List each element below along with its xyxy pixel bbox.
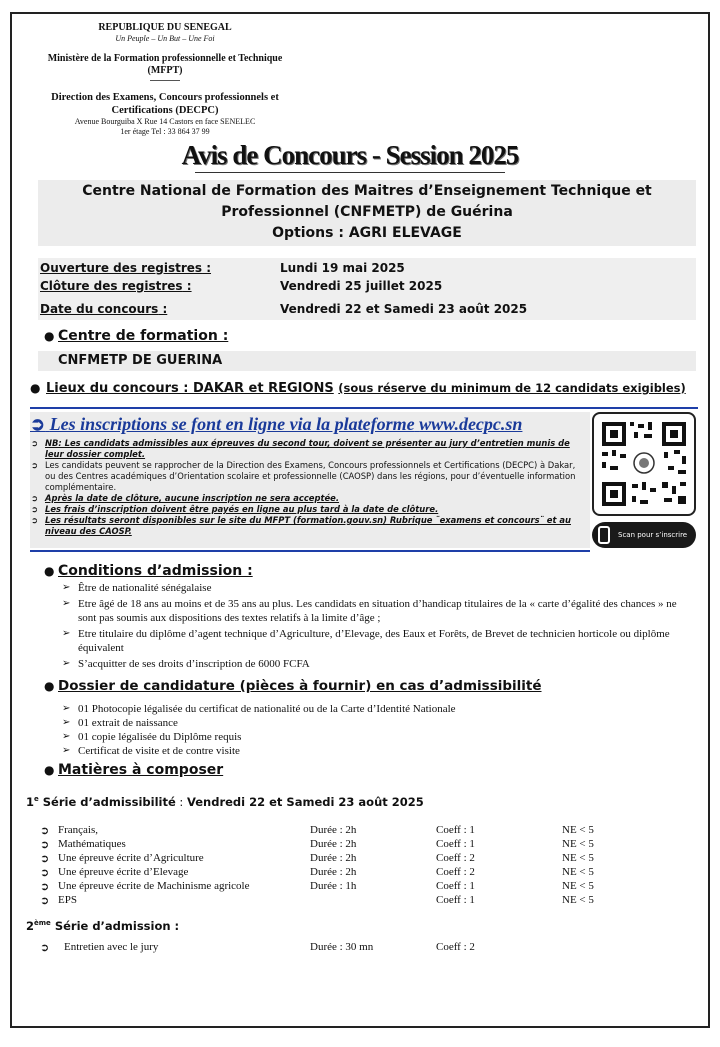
scan-label: Scan pour s’inscrire [618, 531, 688, 539]
arrow-icon: ➲ [40, 895, 50, 907]
arrow-icon: ➢ [62, 628, 71, 639]
venues-line: ● Lieux du concours : DAKAR et REGIONS (sous réserve du minimum de 12 candidats exigibles) [30, 381, 686, 396]
dossier-list [62, 702, 692, 758]
section-divider [30, 407, 698, 409]
conditions-list [62, 581, 692, 671]
training-center-heading: ● Centre de formation : [44, 328, 229, 344]
arrow-icon: ➲ [31, 493, 39, 503]
registration-notes [30, 438, 586, 537]
registration-link[interactable]: www.decpc.sn [419, 414, 523, 434]
arrow-icon: ➢ [62, 703, 71, 714]
note-item: ➲ NB: Les candidats admissibles aux épreuves du second tour, doivent se présenter au jury d’entretien munis de leur dossier complet. [31, 438, 570, 459]
arrow-icon: ➲ [40, 839, 50, 851]
directorate-name: Direction des Examens, Concours professionnels et Certifications (DECPC) [51, 92, 279, 116]
date-label: Clôture des registres : [40, 279, 192, 293]
date-value: Vendredi 22 et Samedi 23 août 2025 [280, 302, 528, 316]
table-row: ➲ Mathématiques Durée : 2h Coeff : 1 NE < 5 [40, 838, 594, 851]
list-item: ➢ 01 copie légalisée du Diplôme requis [62, 731, 242, 743]
arrow-icon: ➲ [40, 942, 50, 954]
arrow-icon: ➲ [40, 881, 50, 893]
address: Avenue Bourguiba X Rue 14 Castors en face SENELEC [74, 117, 256, 126]
serie-1-heading: 1e Série d’admissibilité : Vendredi 22 et Samedi 23 août 2025 [26, 795, 424, 809]
serie-2-heading: 2ème Série d’admission : [26, 919, 180, 933]
arrow-icon: ➢ [62, 717, 71, 728]
phone: 1er étage Tel : 33 864 37 99 [120, 127, 210, 136]
section-divider [30, 550, 590, 552]
conditions-heading: ● Conditions d’admission : [44, 563, 253, 579]
list-item: ➢ 01 extrait de naissance [62, 717, 178, 729]
arrow-icon: ➢ [62, 582, 71, 593]
ministry-name: Ministère de la Formation professionnelle et Technique (MFPT) [47, 53, 283, 76]
center-line-1: Centre National de Formation des Maitres d’Enseignement Technique et [82, 183, 652, 199]
date-value: Vendredi 25 juillet 2025 [280, 279, 443, 293]
title-underline [195, 172, 505, 173]
date-label: Ouverture des registres : [40, 261, 212, 275]
date-row [40, 261, 690, 279]
subjects-table [40, 824, 690, 914]
table-row: ➲ Français, Durée : 2h Coeff : 1 NE < 5 [40, 824, 594, 837]
list-item: ➢ Etre titulaire du diplôme d’agent technique d’Agriculture, d’Elevage, des Eaux et Forêts, de Brevet de technicien horticole ou diplôme équivalent [62, 628, 670, 654]
dossier-heading: ● Dossier de candidature (pièces à fournir) en cas d’admissibilité [44, 678, 542, 694]
arrow-icon: ➲ [31, 515, 39, 525]
bullet-icon: ● [44, 564, 55, 578]
list-item: ➢ Etre âgé de 18 ans au moins et de 35 ans au plus. Les candidats en situation d’handicap titulaires de la « carte d’égalité des chances » ne sont pas soumis aux dispositions des textes relatifs à la limite d’âge ; [62, 598, 677, 624]
arrow-icon: ➢ [62, 598, 71, 609]
arrow-icon: ➲ [31, 504, 39, 514]
center-box [38, 180, 696, 246]
date-row [40, 279, 690, 297]
official-header [40, 22, 290, 137]
note-item: ➲ Les candidats peuvent se rapprocher de la Direction des Examens, Concours professionnels et Certifications (DECPC) à Dakar, ou des Centres académiques d’Orientation scolaire et professionnelle (CAOSP) dans les régions, pour d’éventuelle information complémentaire. [31, 460, 576, 492]
arrow-icon: ➲ [40, 853, 50, 865]
arrow-icon: ➲ [31, 460, 39, 470]
date-value: Lundi 19 mai 2025 [280, 261, 405, 275]
arrow-icon: ➢ [62, 745, 71, 756]
arrow-icon: ➢ [62, 731, 71, 742]
center-line-2: Professionnel (CNFMETP) de Guérina [221, 204, 513, 220]
table-row: ➲ EPS Coeff : 1 NE < 5 [40, 894, 594, 907]
bullet-icon: ● [30, 381, 41, 395]
qr-code-icon [594, 414, 694, 514]
divider [150, 80, 180, 81]
qr-code-icon[interactable] [592, 412, 696, 516]
bullet-icon: ● [44, 329, 55, 343]
registration-heading: ➲ Les inscriptions se font en ligne via la plateforme www.decpc.sn [30, 414, 523, 434]
arrow-icon: ➲ [40, 867, 50, 879]
list-item: ➢ Certificat de visite et de contre visite [62, 745, 240, 757]
bullet-icon: ● [44, 763, 55, 777]
date-row [40, 302, 690, 320]
list-item: ➢ Être de nationalité sénégalaise [62, 582, 212, 594]
country-name: REPUBLIQUE DU SENEGAL [98, 22, 232, 33]
table-row: ➲ Une épreuve écrite d’Elevage Durée : 2h Coeff : 2 NE < 5 [40, 866, 594, 879]
date-label: Date du concours : [40, 302, 168, 316]
arrow-icon: ➲ [30, 414, 46, 434]
arrow-icon: ➲ [40, 825, 50, 837]
bullet-icon: ● [44, 679, 55, 693]
dates-box [38, 258, 696, 320]
note-item: ➲ Après la date de clôture, aucune inscription ne sera acceptée. [31, 493, 340, 503]
table-row: ➲ Entretien avec le jury Durée : 30 mn Coeff : 2 [40, 941, 475, 954]
table-row: ➲ Une épreuve écrite de Machinisme agricole Durée : 1h Coeff : 1 NE < 5 [40, 880, 594, 893]
arrow-icon: ➲ [31, 438, 39, 448]
page-title: Avis de Concours - Session 2025 [181, 140, 519, 170]
list-item: ➢ S’acquitter de ses droits d’inscription de 6000 FCFA [62, 658, 310, 670]
center-options: Options : AGRI ELEVAGE [272, 225, 462, 241]
list-item: ➢ 01 Photocopie légalisée du certificat de nationalité ou de la Carte d’Identité Nationale [62, 703, 456, 715]
training-center-value: CNFMETP DE GUERINA [38, 351, 696, 371]
note-item: ➲ Les frais d’inscription doivent être payés en ligne au plus tard à la date de clôture. [31, 504, 439, 514]
subjects-heading: ● Matières à composer [44, 762, 224, 778]
arrow-icon: ➢ [62, 658, 71, 669]
scan-to-register-button[interactable] [592, 522, 696, 548]
table-row: ➲ Une épreuve écrite d’Agriculture Durée : 2h Coeff : 2 NE < 5 [40, 852, 594, 865]
phone-icon [598, 526, 610, 544]
note-item: ➲ Les résultats seront disponibles sur le site du MFPT (formation.gouv.sn) Rubrique ¨examens et concours¨ et au niveau des CAOSP. [31, 515, 571, 536]
national-motto: Un Peuple – Un But – Une Foi [115, 34, 215, 43]
subjects-table-2 [40, 941, 690, 957]
